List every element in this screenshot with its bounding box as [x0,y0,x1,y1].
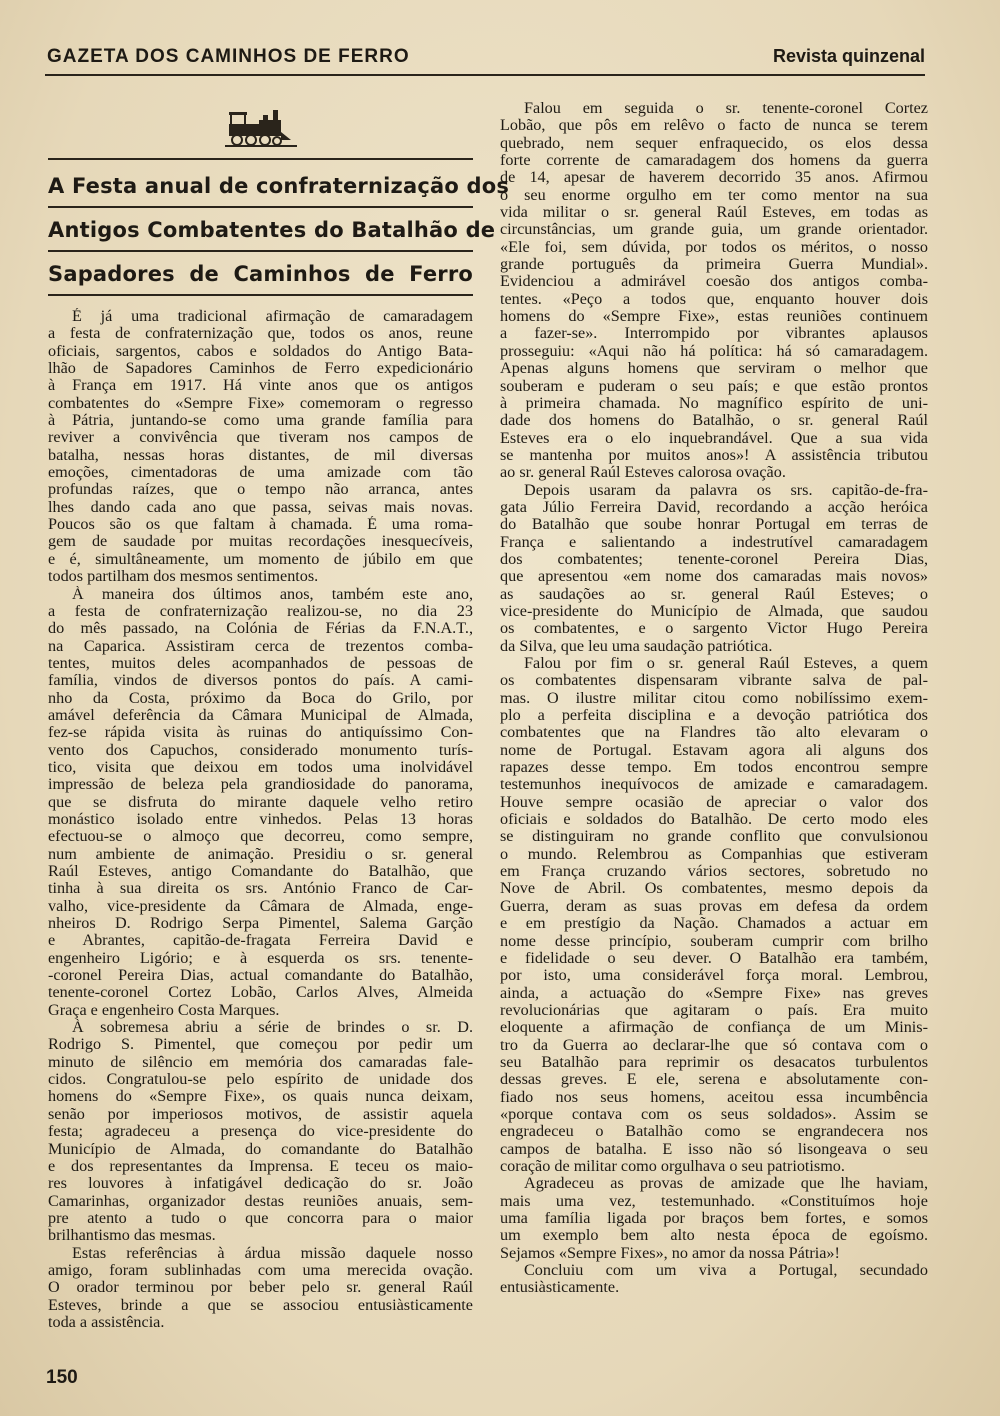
text-line: eloquente a afirmação de confiança de um Minis- [500,1019,928,1037]
text-line: nho da Costa, próximo da Boca do Grilo, por [48,689,473,707]
text-line: vento dos Capuchos, considerado monumento turís- [48,741,473,759]
text-line: por isto, uma considerável força moral. Lembrou, [500,967,928,985]
text-line: «porque contava com os seus soldados». Assim se [500,1105,928,1123]
text-line: Evidenciou a admirável coesão dos antigos comba- [500,273,928,291]
text-line: tro da Guerra ao declarar-lhe que só contava com o [500,1036,928,1054]
text-line: Falou por fim o sr. general Raúl Esteves, a quem [524,655,928,672]
text-line: monástico isolado entre vinhedos. Pelas 13 horas [48,810,473,828]
periodicity-label: Revista quinzenal [772,46,925,66]
text-line: res louvores à infatigável dedicação do sr. João [48,1175,473,1193]
text-line: lhes dando cada ano que passa, seivas mais novas. [48,498,473,516]
text-line: rapazes desse tempo. Em todos encontrou sempre [500,759,928,777]
text-line: e dos representantes da Imprensa. E teceu os maio- [48,1157,473,1175]
text-line: forte corrente de camaradagem dos homens da guerra [500,152,928,170]
text-line: À maneira dos últimos anos, também este ano, [72,585,473,603]
text-line: Lobão, que pôs em relêvo o facto de nunca se terem [500,117,928,135]
text-line: Depois usaram da palavra os srs. capitão-de-fra- [524,481,928,499]
text-line: em França cruzando vários sectores, sobretudo no [500,863,928,881]
text-line: Houve sempre ocasião de apreciar o valor dos [500,793,928,811]
text-line: mais uma vez, testemunhado. «Constituímos hoje [500,1192,928,1210]
text-line: gata Júlio Ferreira David, recordando a acção heróica [500,498,928,516]
text-line: À sobremesa abriu a série de brindes o sr. D. [72,1019,473,1037]
text-line: oficiais e soldados do Batalhão. De certo modo eles [500,811,928,829]
text-line: tentes, muitos deles acompanhados de pessoas de [48,654,473,672]
text-line: testemunhos inequívocos de amizade e camaradagem. [500,776,928,794]
text-line: fiado nos seus homens, aceitou essa incumbência [500,1088,928,1106]
text-line: plo a perfeita disciplina e a devoção patriótica dos [500,707,928,725]
right-column [500,100,928,1330]
running-head [45,40,925,76]
text-line: Raúl Esteves, antigo Comandante do Batalhão, que [48,863,473,880]
title-line: Sapadores de Caminhos de Ferro [48,254,473,296]
text-line: nome desse princípio, souberam cumprir com brilho [500,932,928,950]
text-line: profundas raízes, que o tempo não arranca, antes [48,481,473,499]
text-line: quebrado, nem sequer enfraquecido, os elos dessa [500,134,928,152]
text-line: entusiàsticamente. [500,1279,620,1297]
publication-title: GAZETA DOS CAMINHOS DE FERRO [47,46,410,67]
text-line: Agradeceu as provas de amizade que lhe haviam, [524,1175,928,1193]
text-line: impressão de beleza pela grandiosidade do panorama, [48,776,473,794]
text-line: Apenas alguns homens que serviram o melhor que [500,360,928,378]
text-line: ainda, a actuação do «Sempre Fixe» nas greves [500,984,928,1002]
text-line: da Silva, que leu uma saudação patriótica. [500,637,773,655]
text-line: Falou em seguida o sr. tenente-coronel Cortez [524,100,928,117]
text-line: fez-se rápida visita às ruinas do antiquíssimo Con- [48,724,473,742]
text-line: dade dos homens do Batalhão, o sr. general Raúl [500,412,928,430]
text-line: valho, vice-presidente da Câmara de Almada, enge- [48,897,473,915]
text-line: vida militar o sr. general Raúl Esteves, em todas as [500,204,928,222]
text-line: senão por imperiosos motivos, de assistir aquela [48,1105,473,1123]
text-line: de 14, apesar de haverem decorrido 35 anos. Afirmou [500,169,928,187]
text-line: dessas greves. E ele, serena e absolutamente con- [500,1071,928,1089]
text-line: Rodrigo S. Pimentel, que começou por pedir um [48,1036,473,1054]
text-line: amigo, foram sublinhadas com uma merecida ovação. [48,1261,473,1279]
text-line: Esteves era o elo inquebrandável. Que a sua vida [500,429,928,447]
text-line: do Batalhão que soube honrar Portugal em terras de [500,516,928,534]
text-line: os combatentes dispensaram vibrante salva de pal- [500,672,928,690]
text-line: engradeceu o Batalhão como se engrandecera nos [500,1123,928,1141]
text-line: o seu enorme orgulho em ter como mentor na sua [500,186,928,204]
text-line: tentes. «Peço a todos que, enquanto houver dois [500,290,928,308]
left-column [48,100,510,1331]
text-line: tico, visita que deixou em todos uma inolvidável [48,758,473,776]
text-line: família, vindos de diversos pontos do país. A cami- [48,672,473,690]
text-line: gem de saudade por muitas recordações inesquecíveis, [48,533,473,551]
text-line: combatentes que na Flandres tão alto elevaram o [500,724,928,742]
text-line: tenente-coronel Cortez Lobão, Carlos Alves, Almeida [48,984,473,1002]
left-column-text [48,308,473,1331]
text-line: combatentes do «Sempre Fixe» comemoram o regresso [48,394,473,412]
text-line: do mês passado, na Colónia de Férias da F.N.A.T., [48,620,473,638]
text-line: Poucos são os que faltam à chamada. É uma roma- [48,516,473,534]
text-line: uma família ligada por braços bem fortes, e somos [500,1210,928,1227]
text-line: à França em 1917. Há vinte anos que os antigos [48,377,473,395]
text-line: seu Batalhão para reprimir os desacatos turbulentos [500,1053,928,1071]
locomotive-icon [225,106,297,148]
text-line: os combatentes, e o sargento Victor Hugo Pereira [500,620,928,638]
text-line: brilhantismo das mesmas. [48,1227,216,1245]
title-line: Antigos Combatentes do Batalhão de [48,210,473,252]
text-line: na Caparica. Assistiram cerca de trezentos comba- [48,637,473,655]
text-line: cidos. Congratulou-se pelo espírito de unidade dos [48,1071,473,1089]
text-line: dos combatentes; tenente-coronel Pereira Dias, [500,550,928,568]
text-line: prosseguiu: «Aqui não há política: há só camaradagem. [500,342,928,360]
text-line: toda a assistência. [48,1313,165,1331]
text-line: festa; agradeceu a presença do vice-presidente do [48,1123,473,1141]
text-line: a festa de confraternização que, todos os anos, reune [48,325,473,343]
text-line: homens do «Sempre Fixe», os quais nunca deixam, [48,1088,473,1106]
text-line: Município de Almada, do comandante do Batalhão [48,1140,473,1158]
article-title [48,158,510,296]
text-line: a festa de confraternização realizou-se, no dia 23 [48,602,473,620]
text-line: efectuou-se o almoço que decorreu, como sempre, [48,828,473,846]
text-line: Sejamos «Sempre Fixes», no amor da nossa Pátria»! [500,1244,840,1262]
text-line: vice-presidente do Município de Almada, que saudou [500,602,928,620]
text-line: Esteves, brinde a que se associou entusiàsticamente [48,1296,473,1314]
text-line: Nove de Abril. Os combatentes, mesmo depois da [500,880,928,898]
text-line: nome de Portugal. Estavam agora ali alguns dos [500,741,928,759]
text-line: e em prestígio da Nação. Chamados a actuar em [500,915,928,933]
text-line: engenheiro Ligório; e à esquerda os srs. tenente- [48,949,473,967]
text-line: Estas referências à árdua missão daquele nosso [72,1244,473,1262]
text-line: que se disfruta do mirante daquele velho retiro [48,793,473,811]
text-line: coração de militar como orgulhava o seu patriotismo. [500,1157,845,1175]
text-line: e Abrantes, capitão-de-fragata Ferreira David e [48,932,473,950]
text-line: mas. O ilustre militar citou como nobilíssimo exem- [500,689,928,707]
text-line: à primeira chamada. No magnífico espírito de uni- [500,394,928,412]
text-line: lhão de Sapadores Caminhos de Ferro expedicionário [48,360,473,378]
text-line: Camarinhas, organizador destas reuniões anuais, sem- [48,1192,473,1210]
text-line: se distinguiram no grande conflito que convulsionou [500,828,928,846]
text-line: homens do «Sempre Fixe», estas reuniões continuem [500,308,928,326]
text-line: souberam e puderam o seu país; e que estão prontos [500,377,928,395]
text-line: à Pátria, juntando-se como uma grande família para [48,412,473,430]
text-line: campos de batalha. E isso não só lisongeava o seu [500,1140,928,1158]
text-line: Graça e engenheiro Costa Marques. [48,1001,280,1019]
text-line: «Ele foi, sem dúvida, por todos os méritos, o nosso [500,238,928,256]
text-line: que apresentou «em nome dos camaradas mais novos» [500,568,928,586]
text-line: todos partilham dos mesmos sentimentos. [48,568,319,586]
text-line: grande português da primeira Guerra Mundial». [500,256,928,274]
text-line: É já uma tradicional afirmação de camaradagem [72,308,473,325]
text-line: amável deferência da Câmara Municipal de Almada, [48,706,473,724]
title-line: A Festa anual de confraternização dos [48,166,473,208]
text-line: circunstâncias, um grande guia, um grande orientador. [500,221,928,239]
page-number: 150 [46,1367,78,1388]
text-line: e é, simultâneamente, um momento de júbilo em que [48,550,473,568]
text-line: minuto de silêncio em memória dos camaradas fale- [48,1053,473,1071]
text-line: nheiros D. Rodrigo Serpa Pimentel, Salema Garção [48,915,473,933]
text-line: revolucionárias que agitaram o país. Era muito [500,1001,928,1019]
text-line: batalha, nessas horas distantes, de mil diversas [48,446,473,464]
text-line: se mantenha por muitos anos»! A assistência tributou [500,446,928,464]
text-line: ao sr. general Raúl Esteves calorosa ovação. [500,464,786,482]
text-line: Guerra, deram as suas provas em defesa da ordem [500,897,928,915]
text-line: França e salientando a indestrutível camaradagem [500,533,928,551]
text-line: as saudações ao sr. general Raúl Esteves; o [500,585,928,603]
text-line: um exemplo bem alto nesta época de egoísmo. [500,1227,928,1245]
text-line: num ambiente de animação. Presidiu o sr. general [48,845,473,863]
text-line: pre atento a tudo o que concorra para o maior [48,1209,473,1227]
text-line: Concluiu com um viva a Portugal, secundado [524,1262,928,1280]
text-line: a fazer-se». Interrompido por vibrantes aplausos [500,325,928,343]
text-line: o mundo. Relembrou as Companhias que estiveram [500,845,928,863]
text-line: tinha à sua direita os srs. António Franco de Car- [48,880,473,898]
text-line: e fidelidade o seu dever. O Batalhão era também, [500,949,928,967]
text-line: reviver a convivência que tiveram nos campos de [48,429,473,447]
text-line: -coronel Pereira Dias, actual comandante do Batalhão, [48,967,473,985]
text-line: O orador terminou por beber pelo sr. general Raúl [48,1279,473,1297]
text-line: emoções, cimentadoras de uma amizade com tão [48,464,473,482]
text-line: oficiais, sargentos, cabos e soldados do Antigo Bata- [48,342,473,360]
right-column-text [500,100,928,1297]
